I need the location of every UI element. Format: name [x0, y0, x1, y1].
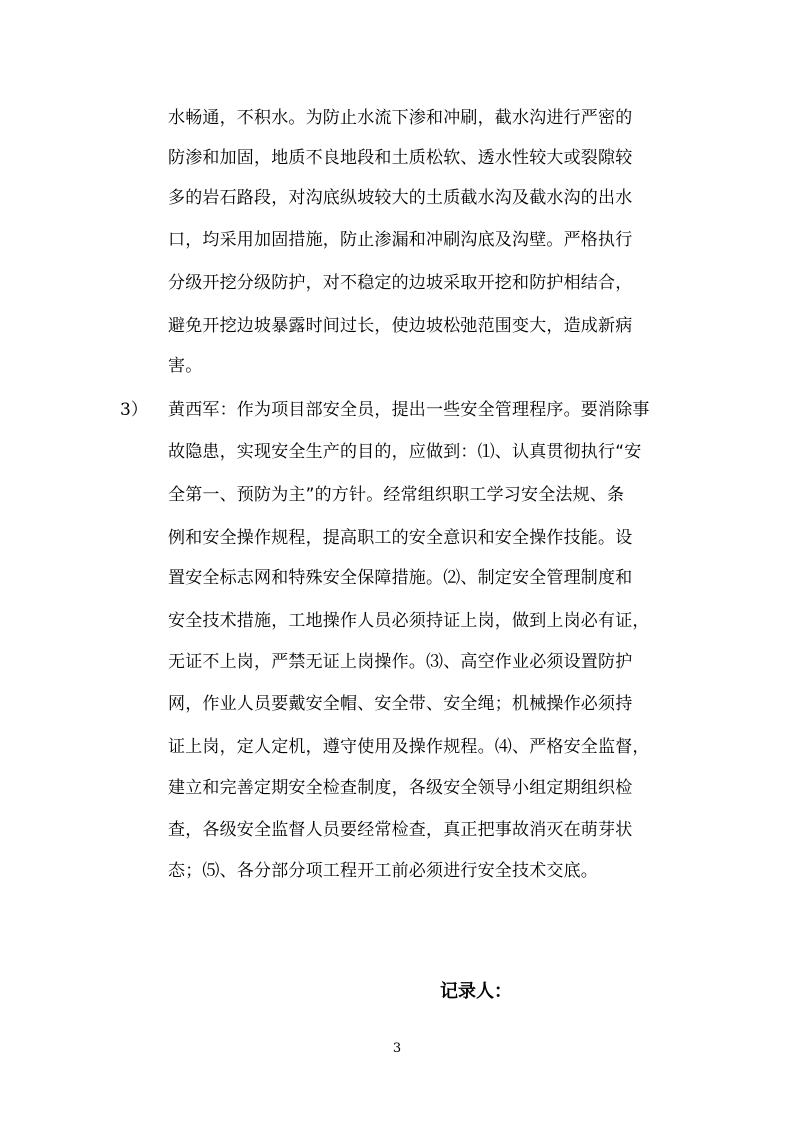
- paragraph2-line: 故隐患，实现安全生产的目的，应做到：⑴、认真贯彻执行“安: [168, 442, 642, 462]
- paragraph2-line: 全第一、预防为主”的方针。经常组织职工学习安全法规、条: [168, 485, 625, 505]
- paragraph2-line: 例和安全操作规程，提高职工的安全意识和安全操作技能。设: [168, 528, 633, 548]
- paragraph1-line: 水畅通，不积水。为防止水流下渗和冲刷，截水沟进行严密的: [168, 108, 633, 128]
- paragraph2-line: 态；⑸、各分部分项工程开工前必须进行安全技术交底。: [168, 861, 598, 881]
- paragraph2-line: 置安全标志网和特殊安全保障措施。⑵、制定安全管理制度和: [168, 568, 633, 588]
- paragraph2-line: 查，各级安全监督人员要经常检查，真正把事故消灭在萌芽状: [168, 820, 633, 840]
- paragraph1-line: 害。: [168, 356, 203, 376]
- paragraph1-line: 分级开挖分级防护，对不稳定的边坡采取开挖和防护相结合，: [168, 273, 633, 293]
- paragraph2-line: 建立和完善定期安全检查制度，各级安全领导小组定期组织检: [168, 778, 633, 798]
- paragraph1-line: 多的岩石路段，对沟底纵坡较大的土质截水沟及截水沟的出水: [168, 188, 633, 208]
- paragraph1-line: 防渗和加固，地质不良地段和土质松软、透水性较大或裂隙较: [168, 148, 633, 168]
- page-number: 3: [392, 1041, 402, 1056]
- paragraph2-line: 无证不上岗，严禁无证上岗操作。⑶、高空作业必须设置防护: [168, 652, 633, 672]
- paragraph2-line: 安全技术措施，工地操作人员必须持证上岗，做到上岗必有证，: [168, 611, 650, 631]
- item-number: 3）: [120, 400, 148, 420]
- paragraph1-line: 避免开挖边坡暴露时间过长，使边坡松弛范围变大，造成新病: [168, 316, 633, 336]
- paragraph1-line: 口，均采用加固措施，防止渗漏和冲刷沟底及沟壁。严格执行: [168, 230, 633, 250]
- recorder-label: 记录人：: [440, 981, 512, 1002]
- paragraph2-line: 黄西军：作为项目部安全员，提出一些安全管理程序。要消除事: [168, 400, 650, 420]
- paragraph2-line: 证上岗，定人定机，遵守使用及操作规程。⑷、严格安全监督，: [168, 737, 650, 757]
- paragraph2-line: 网，作业人员要戴安全帽、安全带、安全绳；机械操作必须持: [168, 694, 633, 714]
